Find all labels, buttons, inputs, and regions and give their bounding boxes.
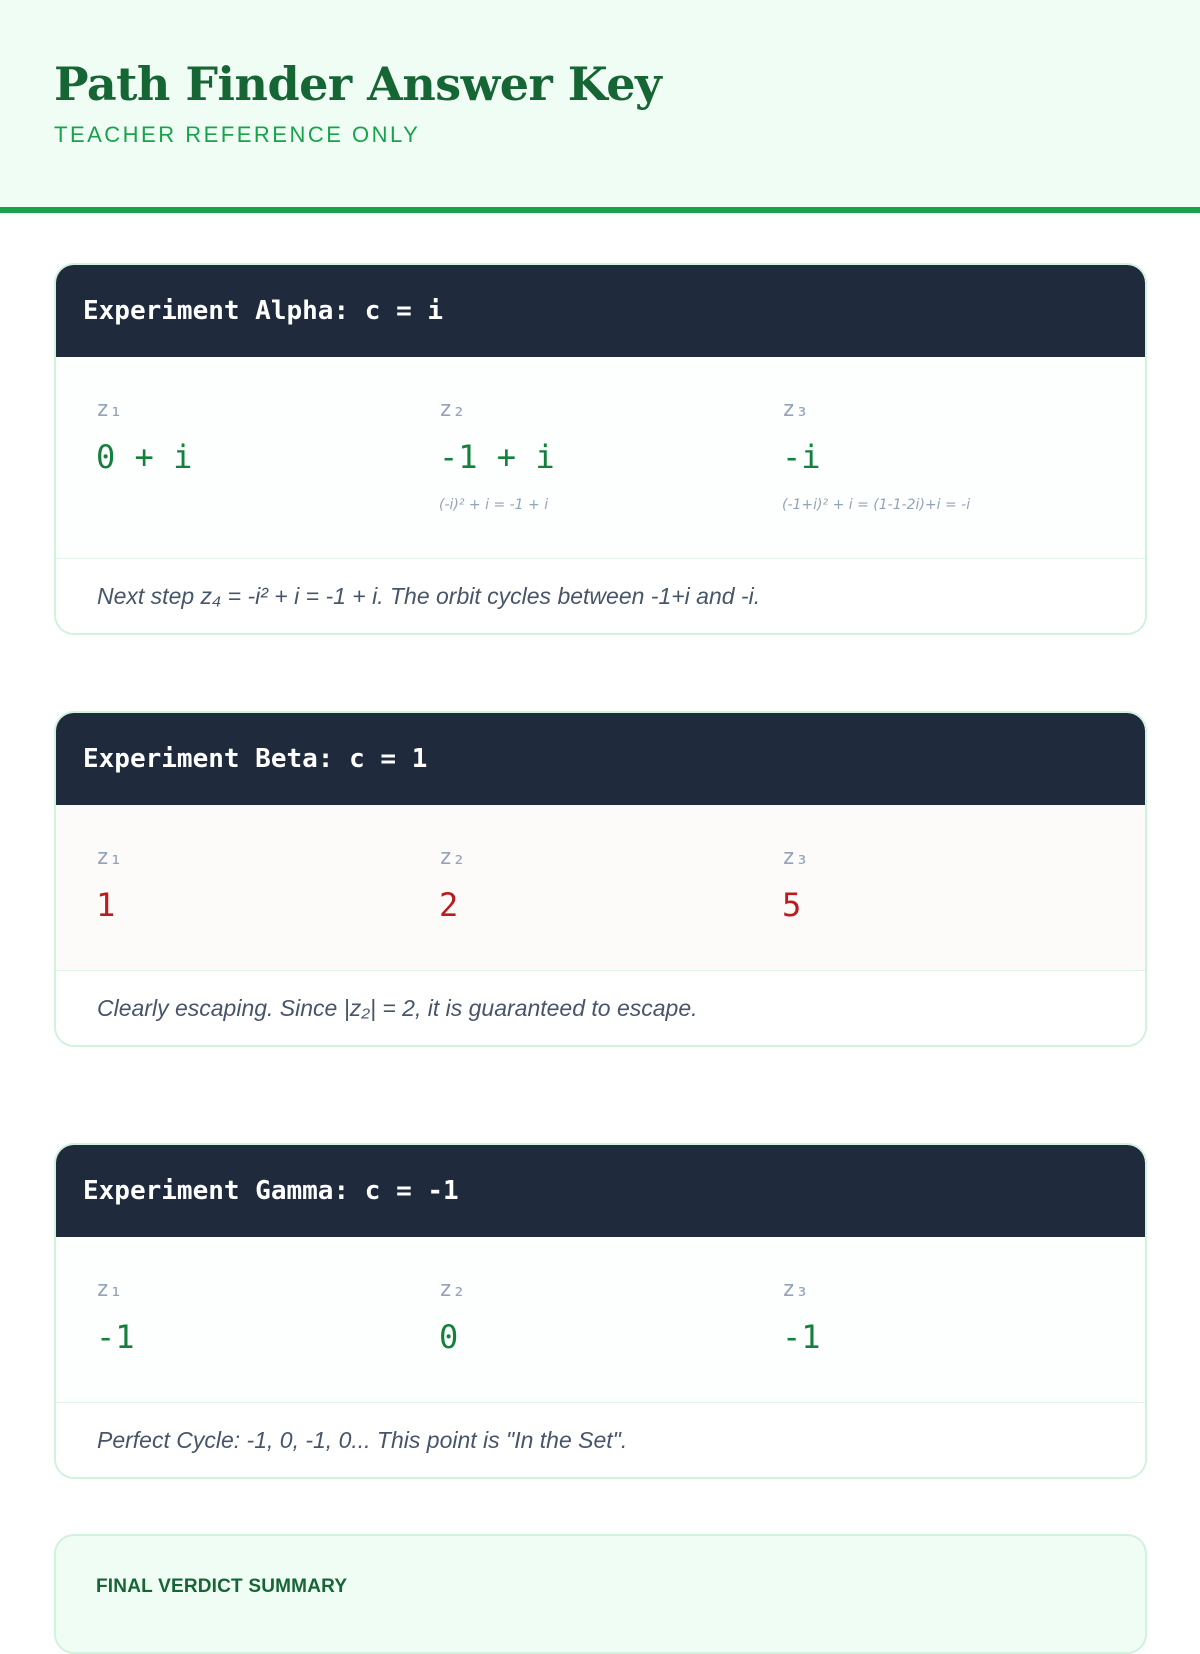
step-value: 0 xyxy=(439,1318,459,1356)
experiment-note: Clearly escaping. Since |z₂| = 2, it is guaranteed to escape. xyxy=(56,971,1145,1045)
page-header xyxy=(0,0,1200,213)
step-label: z₃ xyxy=(782,845,809,870)
experiment-card-beta xyxy=(54,711,1147,1047)
step-z2 xyxy=(439,395,759,515)
step-z1 xyxy=(96,395,416,479)
step-value: 5 xyxy=(782,886,802,924)
experiment-title: Experiment Gamma: c = -1 xyxy=(56,1145,1145,1237)
step-label: z₁ xyxy=(96,1277,123,1302)
step-z2 xyxy=(439,1275,759,1359)
step-label: z₃ xyxy=(782,397,809,422)
step-value: 1 xyxy=(96,886,116,924)
step-z2 xyxy=(439,843,759,927)
step-value: 2 xyxy=(439,886,459,924)
step-value: -i xyxy=(782,438,821,476)
step-label: z₃ xyxy=(782,1277,809,1302)
experiment-title: Experiment Beta: c = 1 xyxy=(56,713,1145,805)
step-working: (-i)² + i = -1 + i xyxy=(439,497,549,513)
experiment-note: Perfect Cycle: -1, 0, -1, 0... This point is "In the Set". xyxy=(56,1403,1145,1477)
summary-title: FINAL VERDICT SUMMARY xyxy=(96,1576,348,1597)
step-value: -1 xyxy=(96,1318,135,1356)
final-verdict-summary xyxy=(54,1534,1147,1654)
step-label: z₂ xyxy=(439,845,466,870)
step-label: z₂ xyxy=(439,397,466,422)
step-value: -1 + i xyxy=(439,438,555,476)
iteration-steps xyxy=(56,357,1145,559)
experiment-card-alpha xyxy=(54,263,1147,635)
step-label: z₁ xyxy=(96,845,123,870)
step-working: (-1+i)² + i = (1-1-2i)+i = -i xyxy=(782,497,971,513)
experiment-card-gamma xyxy=(54,1143,1147,1479)
step-value: -1 xyxy=(782,1318,821,1356)
step-label: z₁ xyxy=(96,397,123,422)
step-z1 xyxy=(96,843,416,927)
step-value: 0 + i xyxy=(96,438,193,476)
experiment-note: Next step z₄ = -i² + i = -1 + i. The orbit cycles between -1+i and -i. xyxy=(56,559,1145,633)
iteration-steps xyxy=(56,805,1145,971)
step-z3 xyxy=(782,843,1102,927)
step-z3 xyxy=(782,1275,1102,1359)
page-subtitle: TEACHER REFERENCE ONLY xyxy=(54,122,421,147)
iteration-steps xyxy=(56,1237,1145,1403)
step-z3 xyxy=(782,395,1102,515)
page-title: Path Finder Answer Key xyxy=(54,57,662,111)
step-z1 xyxy=(96,1275,416,1359)
experiment-title: Experiment Alpha: c = i xyxy=(56,265,1145,357)
step-label: z₂ xyxy=(439,1277,466,1302)
